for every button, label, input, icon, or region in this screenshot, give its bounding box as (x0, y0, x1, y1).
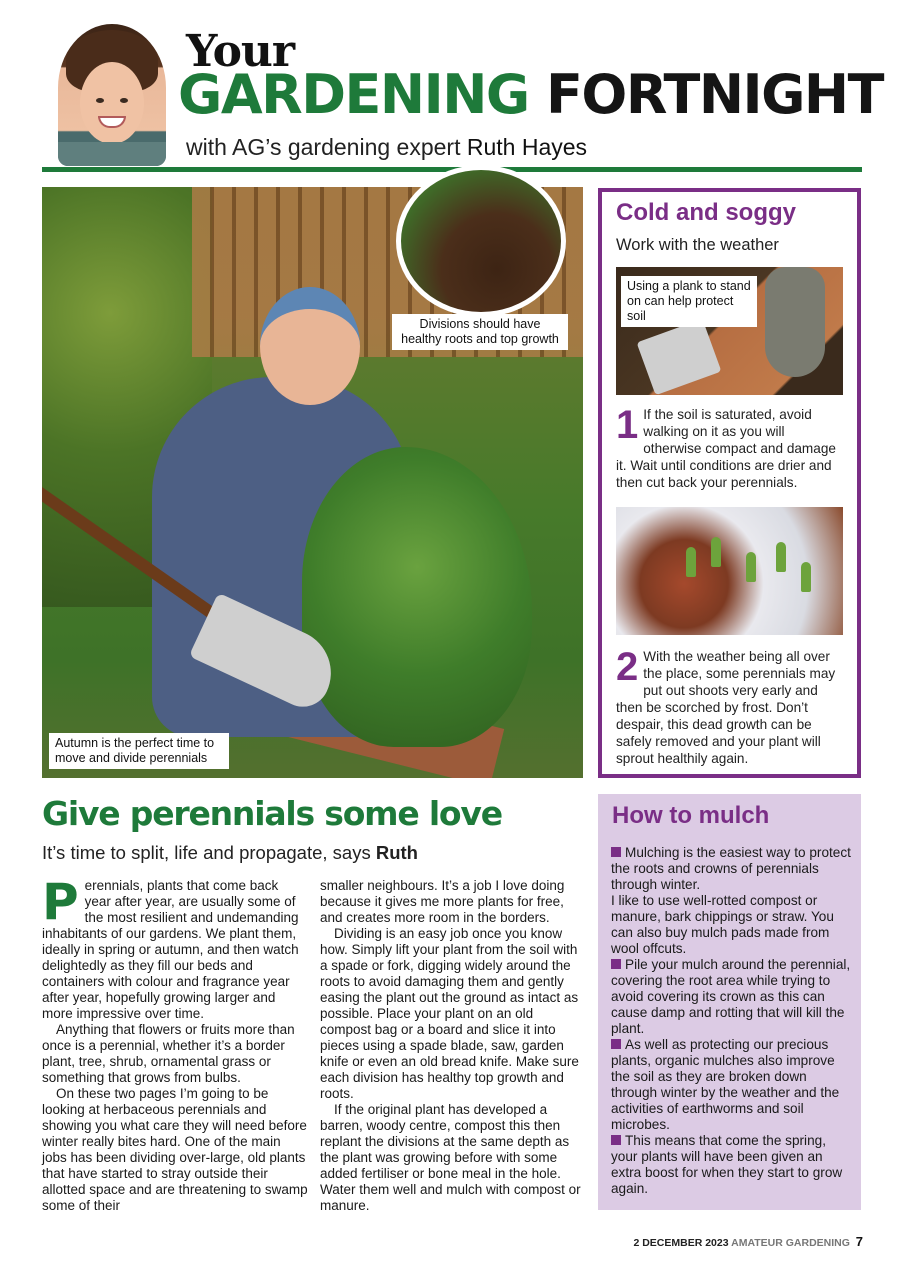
drop-cap: P (42, 873, 79, 931)
bullet-square-icon (611, 1135, 621, 1145)
cold-step-1 (616, 403, 844, 491)
magazine-name: AMATEUR GARDENING (731, 1237, 850, 1249)
article-column-1 (42, 873, 308, 1214)
bullet-square-icon (611, 847, 621, 857)
bullet-square-icon (611, 1039, 621, 1049)
mulch-title: How to mulch (612, 802, 770, 829)
cold-box-subtitle: Work with the weather (616, 236, 779, 254)
frost-photo (616, 507, 843, 635)
section-title (178, 63, 883, 126)
byline: with AG’s gardening expert Ruth Hayes (186, 134, 588, 160)
step-number: 2 (616, 645, 639, 689)
byline-name: Ruth Hayes (466, 134, 588, 160)
section-title-fortnight: FORTNIGHT (546, 63, 883, 126)
plank-photo-caption: Using a plank to stand on can help protect soil (621, 276, 757, 327)
paragraph: Anything that flowers or fruits more than once is a perennial, whether it’s a border plant, tree, shrub, ornamental grass or something that grows from bulbs. (42, 1022, 295, 1085)
paragraph: Dividing is an easy job once you know how. Simply lift your plant from the soil with a spade or fork, digging widely around the roots to avoid damaging them and gently easing the plant out the ground as intact as possible. Place your plant on an old compost bag or a board and slice it into pieces using a spade blade, saw, garden knife or even an old bread knife. Make sure each division has healthy top growth and roots. (320, 926, 579, 1101)
paragraph: On these two pages I’m going to be looking at herbaceous perennials and showing you what care they will need before winter really bites hard. One of the main jobs has been dividing over-large, old plants that have started to stray outside their allotted space and are threatening to swamp some of their (42, 1086, 308, 1213)
page-footer (633, 1234, 863, 1249)
cold-step-2 (616, 645, 844, 767)
step-text: If the soil is saturated, avoid walking on it as you will otherwise compact and damage it. Wait until conditions are drier and then cut back your perennials. (616, 407, 836, 490)
step-text: With the weather being all over the place, some perennials may put out shoots very early and then be scorched by frost. Don’t despair, this dead growth can be safely removed and your plant will sprout healthily again. (616, 649, 836, 766)
section-title-your: Your (186, 26, 295, 77)
article-column-2 (320, 878, 583, 1214)
mulch-bullet: This means that come the spring, your plants will have been given an extra boost for when they start to grow again. (611, 1133, 843, 1196)
page-number: 7 (855, 1234, 863, 1249)
paragraph: Perennials, plants that come back year after year, are usually some of the most resilient and undemanding inhabitants of our gardens. We plant them, ideally in spring or autumn, and then watch delightedly as they fill our beds and containers with colour and fragrance year after year, hopefully growing larger and more impressive over time. (42, 873, 299, 1021)
inset-caption: Divisions should have healthy roots and top growth (392, 314, 568, 350)
section-title-gardening: GARDENING (178, 63, 529, 126)
paragraph: If the original plant has developed a barren, woody centre, compost this then replant the divisions at the same depth as the plant was growing before with some added fertiliser or bone meal in the hole. Water them well and mulch with compost or manure. (320, 1102, 581, 1213)
issue-date: 2 DECEMBER 2023 (633, 1237, 729, 1249)
inset-photo-roots (396, 165, 566, 317)
cold-box-title: Cold and soggy (616, 199, 796, 226)
step-number: 1 (616, 403, 639, 447)
paragraph: smaller neighbours. It’s a job I love doing because it gives me more plants for free, and creates more room in the borders. (320, 878, 565, 925)
bullet-square-icon (611, 959, 621, 969)
mulch-bullet: Pile your mulch around the perennial, covering the root area while trying to avoid covering its crown as this can cause damp and rotting that will kill the plant. (611, 957, 851, 1036)
hero-caption: Autumn is the perfect time to move and divide perennials (49, 733, 229, 769)
standfirst-name: Ruth (375, 842, 418, 863)
mulch-bullet: As well as protecting our precious plants, organic mulches also improve the soil as they are broken down through winter by the weather and the activities of earthworms and soil microbes. (611, 1037, 840, 1132)
mulch-bullet: Mulching is the easiest way to protect the roots and crowns of perennials through winter. (611, 845, 851, 892)
article-title: Give perennials some love (42, 794, 502, 833)
mulch-paragraph: I like to use well-rotted compost or manure, bark chippings or straw. You can also buy mulch pads made from wool offcuts. (611, 893, 834, 956)
mulch-body (611, 845, 851, 1197)
author-photo (58, 24, 166, 166)
article-standfirst: It’s time to split, life and propagate, says Ruth (42, 842, 418, 863)
